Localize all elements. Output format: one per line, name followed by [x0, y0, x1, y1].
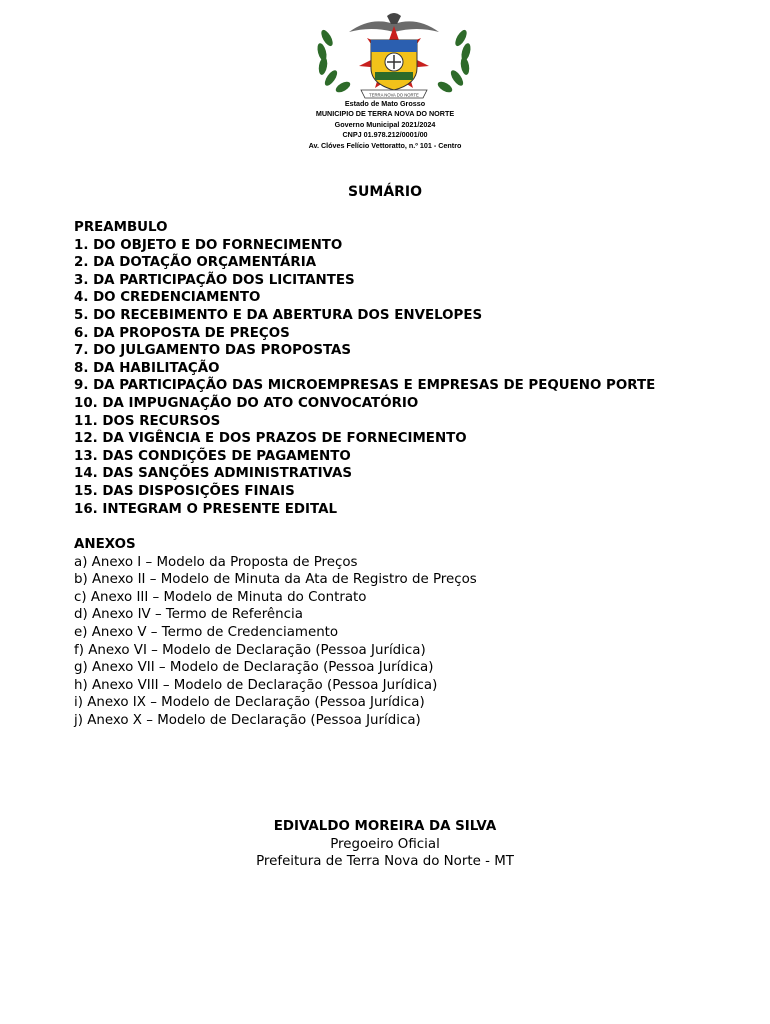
annexes-title: ANEXOS — [74, 537, 136, 552]
letterhead-state: Estado de Mato Grosso — [344, 99, 426, 108]
toc-item: 7. DO JULGAMENTO DAS PROPOSTAS — [74, 343, 352, 359]
toc-item: 8. DA HABILITAÇÃO — [74, 360, 220, 376]
toc-item: 4. DO CREDENCIAMENTO — [74, 290, 261, 306]
annex-item: e) Anexo V – Termo de Credenciamento — [74, 624, 339, 640]
municipal-crest-logo — [309, 10, 479, 102]
toc-item: 6. DA PROPOSTA DE PREÇOS — [74, 325, 290, 341]
annex-item: g) Anexo VII – Modelo de Declaração (Pessoa Jurídica) — [74, 660, 434, 676]
toc-item: 9. DA PARTICIPAÇÃO DAS MICROEMPRESAS E EMPRESAS DE PEQUENO PORTE — [74, 378, 656, 394]
annex-item: f) Anexo VI – Modelo de Declaração (Pessoa Jurídica) — [74, 642, 426, 658]
letterhead-cnpj: CNPJ 01.978.212/0001/00 — [342, 130, 428, 140]
toc-item: 13. DAS CONDIÇÕES DE PAGAMENTO — [74, 448, 351, 464]
toc-item: 15. DAS DISPOSIÇÕES FINAIS — [74, 483, 295, 499]
toc-item: 14. DAS SANÇÕES ADMINISTRATIVAS — [74, 466, 353, 482]
annex-item: c) Anexo III – Modelo de Minuta do Contrato — [74, 589, 367, 605]
signatory-name: EDIVALDO MOREIRA DA SILVA — [273, 819, 497, 834]
toc-item: 10. DA IMPUGNAÇÃO DO ATO CONVOCATÓRIO — [74, 395, 419, 411]
letterhead-government: Governo Municipal 2021/2024 — [334, 119, 436, 129]
annex-item: j) Anexo X – Modelo de Declaração (Pessoa Jurídica) — [74, 712, 421, 728]
annex-item: h) Anexo VIII – Modelo de Declaração (Pessoa Jurídica) — [74, 677, 438, 693]
letterhead-address: Av. Clóves Felício Vettoratto, n.º 101 - Centro — [308, 140, 462, 150]
annex-item: d) Anexo IV – Termo de Referência — [74, 607, 303, 623]
table-of-contents — [74, 219, 754, 518]
annex-item: i) Anexo IX – Modelo de Declaração (Pessoa Jurídica) — [74, 695, 425, 711]
signatory-organization: Prefeitura de Terra Nova do Norte - MT — [256, 854, 514, 870]
annex-item: a) Anexo I – Modelo da Proposta de Preços — [74, 554, 358, 570]
toc-item: 12. DA VIGÊNCIA E DOS PRAZOS DE FORNECIMENTO — [74, 431, 467, 447]
toc-item: 1. DO OBJETO E DO FORNECIMENTO — [74, 237, 343, 253]
annexes-list — [74, 536, 754, 730]
toc-item: 3. DA PARTICIPAÇÃO DOS LICITANTES — [74, 272, 355, 288]
toc-item: 16. INTEGRAM O PRESENTE EDITAL — [74, 501, 337, 517]
toc-item: PREAMBULO — [74, 220, 168, 235]
toc-item: 5. DO RECEBIMENTO E DA ABERTURA DOS ENVELOPES — [74, 307, 483, 323]
signatory-role: Pregoeiro Oficial — [330, 836, 440, 852]
document-title: SUMÁRIO — [347, 184, 423, 200]
annex-item: b) Anexo II – Modelo de Minuta da Ata de Registro de Preços — [74, 572, 477, 588]
crest-motto: TERRA NOVA DO NORTE — [369, 92, 419, 98]
letterhead-municipality: MUNICIPIO DE TERRA NOVA DO NORTE — [315, 109, 455, 119]
signature-block — [0, 818, 770, 871]
letterhead — [0, 99, 770, 151]
toc-item: 11. DOS RECURSOS — [74, 413, 221, 429]
toc-item: 2. DA DOTAÇÃO ORÇAMENTÁRIA — [74, 255, 317, 271]
